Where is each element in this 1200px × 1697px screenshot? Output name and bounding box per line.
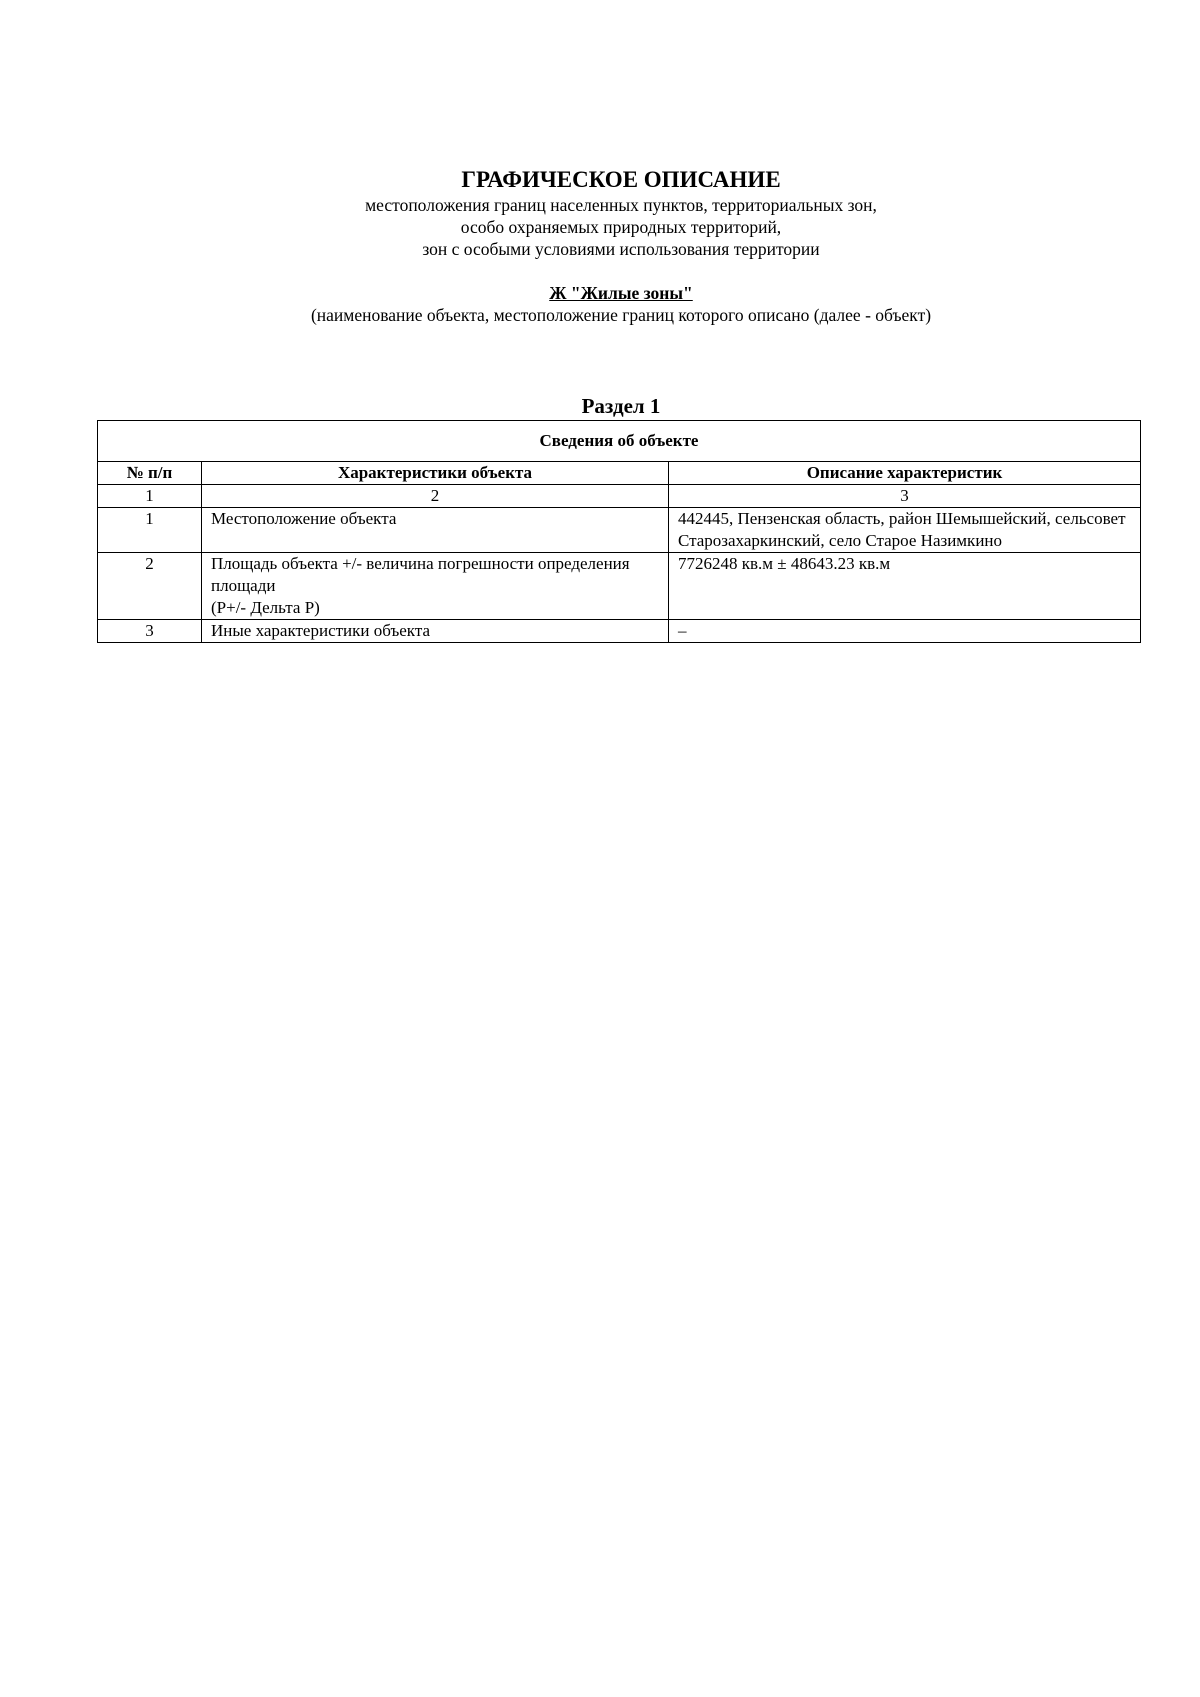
document-subtitle-line-3: зон с особыми условиями использования территории <box>422 239 820 259</box>
table-header-row <box>98 462 1141 485</box>
row-number: 1 <box>98 508 202 553</box>
row-number: 3 <box>98 620 202 643</box>
column-number-1: 1 <box>98 485 202 508</box>
object-caption: (наименование объекта, местоположение границ которого описано (далее - объект) <box>310 305 932 325</box>
table-row <box>98 620 1141 643</box>
table-caption: Сведения об объекте <box>98 421 1141 462</box>
column-header-number: № п/п <box>98 462 202 485</box>
column-number-row <box>98 485 1141 508</box>
object-name: Ж "Жилые зоны" <box>549 283 693 303</box>
object-info-table <box>97 420 1141 643</box>
row-characteristic <box>202 553 669 620</box>
row-number: 2 <box>98 553 202 620</box>
section-title: Раздел 1 <box>581 394 661 418</box>
table-row <box>98 508 1141 553</box>
row-characteristic-line: (Р+/- Дельта Р) <box>211 598 320 617</box>
column-header-description: Описание характеристик <box>669 462 1141 485</box>
table-caption-row <box>98 421 1141 462</box>
row-characteristic-line: Площадь объекта +/- величина погрешности определения площади <box>211 554 630 595</box>
column-number-3: 3 <box>669 485 1141 508</box>
row-description: 7726248 кв.м ± 48643.23 кв.м <box>669 553 1141 620</box>
row-characteristic: Иные характеристики объекта <box>202 620 669 643</box>
column-number-2: 2 <box>202 485 669 508</box>
document-subtitle-line-1: местоположения границ населенных пунктов, территориальных зон, <box>365 195 877 215</box>
row-description: – <box>669 620 1141 643</box>
document-title: ГРАФИЧЕСКОЕ ОПИСАНИЕ <box>461 167 781 192</box>
row-characteristic: Местоположение объекта <box>202 508 669 553</box>
row-description: 442445, Пензенская область, район Шемышейский, сельсовет Старозахаркинский, село Старое Назимкино <box>669 508 1141 553</box>
table-row <box>98 553 1141 620</box>
document-subtitle-line-2: особо охраняемых природных территорий, <box>460 217 782 237</box>
document-header <box>0 166 1200 326</box>
column-header-characteristic: Характеристики объекта <box>202 462 669 485</box>
